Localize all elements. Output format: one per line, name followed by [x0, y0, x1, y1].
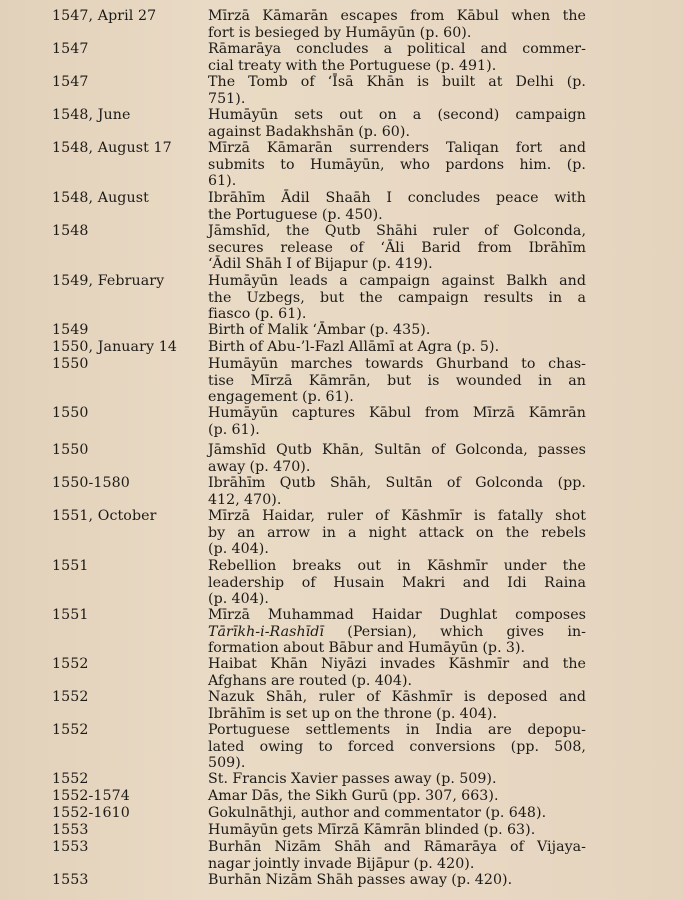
description-line: 751).: [208, 90, 246, 107]
entry-date: 1548, June: [52, 107, 131, 123]
entry-date: 1551: [52, 607, 89, 623]
description-line: 412, 470).: [208, 491, 282, 508]
description-line: Humāyūn marches towards Ghurband to chas-: [208, 356, 586, 372]
entry-description: [188, 558, 586, 608]
entry-description: [188, 74, 586, 107]
description-line: (p. 404).: [208, 541, 269, 557]
entry-description: [188, 771, 586, 788]
entry-description: [188, 41, 586, 74]
entry-description: [188, 788, 586, 805]
description-line: Portuguese settlements in India are depopu-: [208, 722, 586, 738]
description-line: ‘Ādil Shāh I of Bijapur (p. 419).: [208, 256, 433, 272]
entry-description: [188, 872, 586, 889]
entry-date: 1547: [52, 74, 89, 90]
entry-date: 1552-1574: [52, 788, 130, 804]
description-line: Rāmarāya concludes a political and commer-: [208, 41, 586, 57]
entry-date: 1549: [52, 322, 89, 338]
entry-date: 1550: [52, 356, 89, 372]
entry-description: [188, 339, 586, 356]
entry-date: 1550, January 14: [52, 339, 177, 355]
entry-date: 1548: [52, 223, 89, 239]
entry-description: [188, 442, 586, 475]
entry-description: [188, 656, 586, 689]
entry-date: 1550-1580: [52, 475, 130, 491]
description-line: (p. 404).: [208, 591, 269, 607]
description-line: Humāyūn leads a campaign against Balkh and: [208, 273, 586, 289]
description-line: submits to Humāyūn, who pardons him. (p.: [208, 156, 586, 173]
entry-description: [188, 508, 586, 558]
description-line: formation about Bābur and Humāyūn (p. 3).: [208, 640, 526, 656]
entry-date: 1553: [52, 872, 89, 888]
description-line: tise Mīrzā Kāmrān, but is wounded in an: [208, 372, 586, 389]
description-line: Jāmshīd Qutb Khān, Sultān of Golconda, passes: [208, 442, 586, 458]
entry-description: [188, 689, 586, 722]
description-line: against Badakhshān (p. 60).: [208, 123, 411, 140]
description-line: Jāmshīd, the Qutb Shāhi ruler of Golconda,: [208, 223, 586, 239]
entry-description: [188, 805, 586, 822]
description-line: Afghans are routed (p. 404).: [208, 672, 413, 689]
entry-date: 1548, August: [52, 190, 149, 206]
description-line: The Tomb of ‘Īsā Khān is built at Delhi (p.: [208, 74, 586, 90]
entry-description: [188, 822, 586, 839]
entry-date: 1551: [52, 558, 89, 574]
entry-date: 1551, October: [52, 508, 157, 524]
entry-description: [188, 140, 586, 190]
description-line: away (p. 470).: [208, 458, 311, 475]
description-line: nagar jointly invade Bijāpur (p. 420).: [208, 855, 475, 872]
description-line: Humāyūn captures Kābul from Mīrzā Kāmrān: [208, 405, 586, 421]
description-line: Ibrāhīm is set up on the throne (p. 404).: [208, 705, 498, 722]
description-line: Amar Dās, the Sikh Gurū (pp. 307, 663).: [208, 788, 499, 804]
description-line: the Portuguese (p. 450).: [208, 206, 383, 223]
entry-description: [188, 322, 586, 339]
description-line: Humāyūn gets Mīrzā Kāmrān blinded (p. 63).: [208, 822, 536, 838]
entry-description: [188, 607, 586, 657]
description-line: by an arrow in a night attack on the rebels: [208, 524, 586, 541]
description-line: secures release of ‘Āli Barid from Ibrāhīm: [208, 239, 586, 256]
description-line: (p. 61).: [208, 421, 260, 438]
description-line: 509).: [208, 755, 246, 771]
entry-date: 1550: [52, 442, 89, 458]
entry-date: 1553: [52, 822, 89, 838]
entry-date: 1552: [52, 722, 89, 738]
entry-date: 1552: [52, 771, 89, 787]
description-line: Ibrāhīm Ādil Shaāh I concludes peace with: [208, 190, 586, 206]
entry-description: [188, 8, 586, 41]
description-line: Rebellion breaks out in Kāshmīr under the: [208, 558, 586, 574]
entry-description: [188, 107, 586, 140]
entry-date: 1552: [52, 689, 89, 705]
description-line: 61).: [208, 173, 237, 189]
description-line: Gokulnāthji, author and commentator (p. 648).: [208, 805, 547, 821]
description-line: the Uzbegs, but the campaign results in a: [208, 289, 586, 306]
entry-date: 1553: [52, 839, 89, 855]
entry-date: 1549, February: [52, 273, 165, 289]
entry-description: [188, 722, 586, 772]
description-line: leadership of Husain Makri and Idi Raina: [208, 574, 586, 591]
entry-date: 1547: [52, 41, 89, 57]
description-line: Humāyūn sets out on a (second) campaign: [208, 107, 586, 123]
entry-date: 1552: [52, 656, 89, 672]
book-title: Tārīkh-i-Rashīdī: [208, 623, 324, 640]
description-line: Ibrāhīm Qutb Shāh, Sultān of Golconda (pp.: [208, 475, 586, 491]
description-line: Birth of Malik ‘Āmbar (p. 435).: [208, 322, 431, 338]
description-line: Mīrzā Muhammad Haidar Dughlat composes: [208, 607, 586, 623]
description-line: Burhān Nizām Shāh passes away (p. 420).: [208, 872, 513, 888]
description-line: Mīrzā Kāmarān surrenders Taliqan fort and: [208, 140, 586, 156]
description-line: Mīrzā Kāmarān escapes from Kābul when the: [208, 8, 586, 24]
description-line: fort is besieged by Humāyūn (p. 60).: [208, 24, 472, 41]
entry-description: [188, 405, 586, 438]
entry-description: [188, 475, 586, 508]
entry-date: 1552-1610: [52, 805, 130, 821]
entry-description: [188, 190, 586, 223]
description-line: Birth of Abu-’l-Fazl Allāmī at Agra (p. 5).: [208, 339, 500, 355]
entry-description: [188, 223, 586, 273]
description-line: engagement (p. 61).: [208, 389, 354, 405]
description-line: fiasco (p. 61).: [208, 306, 307, 322]
entry-date: 1548, August 17: [52, 140, 172, 156]
entry-description: [188, 839, 586, 872]
entry-date: 1550: [52, 405, 89, 421]
description-line: Nazuk Shāh, ruler of Kāshmīr is deposed and: [208, 689, 586, 705]
entry-description: [188, 356, 586, 406]
description-line: Tārīkh-i-Rashīdī (Persian), which gives in-: [208, 623, 586, 640]
description-line: lated owing to forced conversions (pp. 508,: [208, 738, 586, 755]
description-line: St. Francis Xavier passes away (p. 509).: [208, 771, 497, 787]
entry-date: 1547, April 27: [52, 8, 157, 24]
description-line: Burhān Nizām Shāh and Rāmarāya of Vijaya-: [208, 839, 586, 855]
description-line: Haibat Khān Niyāzi invades Kāshmīr and the: [208, 656, 586, 672]
description-line: Mīrzā Haidar, ruler of Kāshmīr is fatally shot: [208, 508, 586, 524]
description-line: cial treaty with the Portuguese (p. 491).: [208, 57, 497, 74]
entry-description: [188, 273, 586, 323]
